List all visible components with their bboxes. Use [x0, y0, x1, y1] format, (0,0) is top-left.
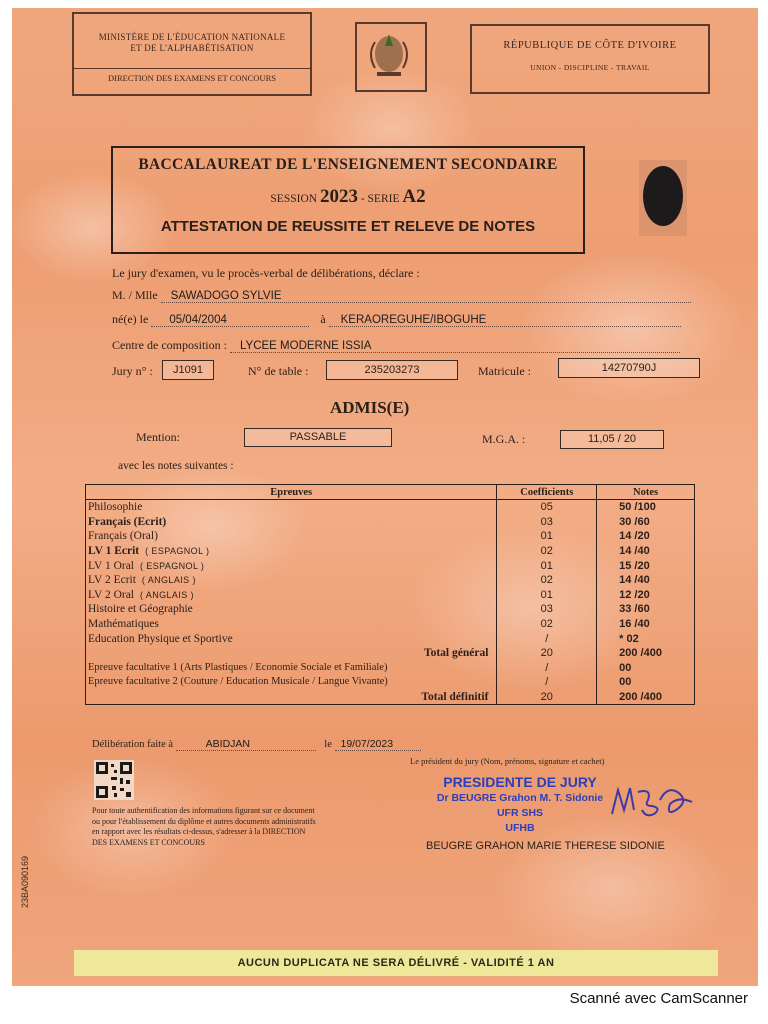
optional-2-row — [86, 675, 695, 690]
subject-name — [86, 573, 497, 588]
subject-coefficient: 02 — [497, 544, 597, 559]
deliberation-date: 19/07/2023 — [335, 738, 421, 751]
subject-row — [86, 631, 695, 646]
subject-language: ( ANGLAIS ) — [140, 589, 194, 600]
president-full-name: BEUGRE GRAHON MARIE THERESE SIDONIE — [426, 840, 665, 852]
coat-of-arms-emblem — [355, 22, 427, 92]
republic-name: RÉPUBLIQUE DE CÔTE D'IVOIRE — [503, 40, 677, 51]
centre-value: LYCEE MODERNE ISSIA — [230, 340, 680, 353]
subject-row — [86, 573, 695, 588]
subject-name — [86, 529, 497, 544]
notes-table-body — [86, 500, 695, 705]
subject-name — [86, 617, 497, 632]
deliberation-row — [92, 738, 421, 751]
table-header-row — [86, 485, 695, 500]
at-label: à — [320, 312, 326, 326]
serie-value: A2 — [402, 186, 426, 207]
session-year: 2023 — [319, 186, 358, 207]
total-definitif-row — [86, 690, 695, 705]
subject-language: ( ESPAGNOL ) — [145, 546, 210, 557]
header-coefficients: Coefficients — [497, 485, 597, 500]
subject-label: Histoire et Géographie — [88, 603, 193, 616]
subject-label: LV 1 Ecrit — [88, 545, 140, 558]
optional-1-label: Epreuve facultative 1 (Arts Plastiques / Economie Sociale et Familiale) — [86, 661, 497, 676]
subject-row — [86, 588, 695, 603]
matricule-label: Matricule : — [478, 364, 531, 378]
table-value: 235203273 — [326, 360, 458, 380]
matricule-value: 14270790J — [558, 358, 700, 378]
subject-coefficient: 03 — [497, 602, 597, 617]
optional-2-label: Epreuve facultative 2 (Couture / Education Musicale / Langue Vivante) — [86, 675, 497, 690]
mention-value: PASSABLE — [244, 428, 392, 447]
photo-mark — [637, 158, 689, 238]
born-place: KERAOREGUHE/IBOGUHE — [329, 314, 681, 327]
total-general-coef: 20 — [497, 646, 597, 661]
born-label: né(e) le — [112, 312, 149, 326]
total-general-row — [86, 646, 695, 661]
subject-label: Français (Oral) — [88, 530, 158, 543]
subject-label: Philosophie — [88, 501, 143, 514]
qr-code — [94, 760, 134, 805]
subject-coefficient: 01 — [497, 588, 597, 603]
subject-row — [86, 529, 695, 544]
subject-coefficient: 01 — [497, 558, 597, 573]
subject-label: Mathématiques — [88, 618, 159, 631]
jury-value: J1091 — [162, 360, 214, 380]
subject-label: LV 2 Oral — [88, 588, 134, 601]
subject-label: Education Physique et Sportive — [88, 632, 233, 645]
subject-note: 14 /20 — [597, 529, 695, 544]
subject-coefficient: 01 — [497, 529, 597, 544]
born-date: 05/04/2004 — [151, 314, 309, 327]
subject-name — [86, 631, 497, 646]
total-general-label: Total général — [86, 646, 497, 661]
total-definitif-note: 200 /400 — [597, 690, 695, 705]
ministry-line-1: MINISTÈRE DE L'ÉDUCATION NATIONALE — [98, 32, 286, 42]
subject-note: 16 /40 — [597, 617, 695, 632]
session-label: SESSION — [270, 193, 318, 205]
exam-title: BACCALAUREAT DE L'ENSEIGNEMENT SECONDAIRE — [138, 156, 558, 173]
ministry-line-3: DIRECTION DES EXAMENS ET CONCOURS — [74, 68, 310, 83]
subject-language: ( ESPAGNOL ) — [140, 560, 205, 571]
subject-row — [86, 500, 695, 515]
republic-header — [470, 24, 710, 94]
result-status: ADMIS(E) — [330, 398, 410, 417]
optional-1-note: 00 — [597, 661, 695, 676]
subject-name — [86, 515, 497, 530]
mga-label: M.G.A. : — [482, 432, 526, 446]
birth-row — [112, 312, 681, 327]
ministry-header — [72, 12, 312, 96]
subject-note: * 02 — [597, 631, 695, 646]
subject-language: ( ANGLAIS ) — [141, 575, 196, 586]
optional-2-note: 00 — [597, 675, 695, 690]
header-epreuves: Epreuves — [86, 485, 497, 500]
deliberation-place: ABIDJAN — [176, 738, 316, 751]
subject-row — [86, 544, 695, 559]
stamp-line-3: UFR SHS — [496, 807, 544, 819]
republic-motto: UNION - DISCIPLINE - TRAVAIL — [530, 63, 650, 72]
notes-table — [85, 484, 695, 705]
scanner-watermark: Scanné avec CamScanner — [569, 990, 748, 1007]
subject-coefficient: 03 — [497, 515, 597, 530]
title-box — [111, 146, 585, 254]
serial-number: 23BA090169 — [20, 855, 30, 908]
subject-row — [86, 617, 695, 632]
deliberation-le: le — [324, 739, 332, 750]
subject-coefficient: / — [497, 631, 597, 646]
subject-name — [86, 588, 497, 603]
subject-note: 14 /40 — [597, 544, 695, 559]
subject-note: 14 /40 — [597, 573, 695, 588]
centre-row — [112, 338, 680, 353]
subject-coefficient: 05 — [497, 500, 597, 515]
subject-name — [86, 544, 497, 559]
intro-text: Le jury d'examen, vu le procès-verbal de délibérations, déclare : — [112, 266, 420, 280]
president-caption: Le président du jury (Nom, prénoms, signature et cachet) — [410, 756, 605, 766]
subject-coefficient: 02 — [497, 573, 597, 588]
table-label: N° de table : — [248, 364, 309, 378]
subject-row — [86, 558, 695, 573]
certificate-paper — [12, 8, 758, 986]
header-notes: Notes — [597, 485, 695, 500]
optional-1-coef: / — [497, 661, 597, 676]
mention-label: Mention: — [136, 430, 180, 444]
stamp-line-2: Dr BEUGRE Grahon M. T. Sidonie — [436, 792, 604, 804]
signature — [608, 780, 698, 829]
jury-label: Jury n° : — [112, 364, 153, 378]
serie-label: - SERIE — [360, 193, 400, 205]
candidate-name: SAWADOGO SYLVIE — [161, 290, 691, 303]
ministry-line-2: ET DE L'ALPHABÉTISATION — [130, 43, 254, 53]
subject-label: Français (Ecrit) — [88, 515, 167, 528]
optional-2-coef: / — [497, 675, 597, 690]
subject-note: 50 /100 — [597, 500, 695, 515]
validity-banner: AUCUN DUPLICATA NE SERA DÉLIVRÉ - VALIDITÉ 1 AN — [74, 950, 718, 976]
subject-label: LV 2 Ecrit — [88, 574, 136, 587]
stamp-line-4: UFHB — [505, 822, 535, 834]
subject-note: 12 /20 — [597, 588, 695, 603]
subject-note: 30 /60 — [597, 515, 695, 530]
total-definitif-coef: 20 — [497, 690, 597, 705]
president-stamp — [420, 774, 620, 834]
subject-row — [86, 515, 695, 530]
subject-name — [86, 500, 497, 515]
optional-1-row — [86, 661, 695, 676]
subject-name — [86, 602, 497, 617]
mga-value: 11,05 / 20 — [560, 430, 664, 449]
authentication-note: Pour toute authentification des informations figurant sur ce document ou pour l'établissement du diplôme et autres documents administratifs en rapport avec les résultats ci-dessus, s'adresser à la DIRECTION DES EXAMENS ET CONCOURS — [92, 806, 316, 847]
subject-name — [86, 558, 497, 573]
notes-intro: avec les notes suivantes : — [118, 460, 234, 472]
total-general-note: 200 /400 — [597, 646, 695, 661]
centre-label: Centre de composition : — [112, 338, 227, 352]
name-label: M. / Mlle — [112, 288, 158, 302]
subject-label: LV 1 Oral — [88, 559, 134, 572]
name-row — [112, 288, 691, 303]
total-definitif-label: Total définitif — [86, 690, 497, 705]
document-title: ATTESTATION DE REUSSITE ET RELEVE DE NOTES — [160, 218, 536, 235]
deliberation-label: Délibération faite à — [92, 739, 174, 750]
subject-note: 15 /20 — [597, 558, 695, 573]
session-line — [113, 186, 583, 208]
subject-row — [86, 602, 695, 617]
subject-note: 33 /60 — [597, 602, 695, 617]
subject-coefficient: 02 — [497, 617, 597, 632]
stamp-line-1: PRESIDENTE DE JURY — [443, 774, 597, 790]
